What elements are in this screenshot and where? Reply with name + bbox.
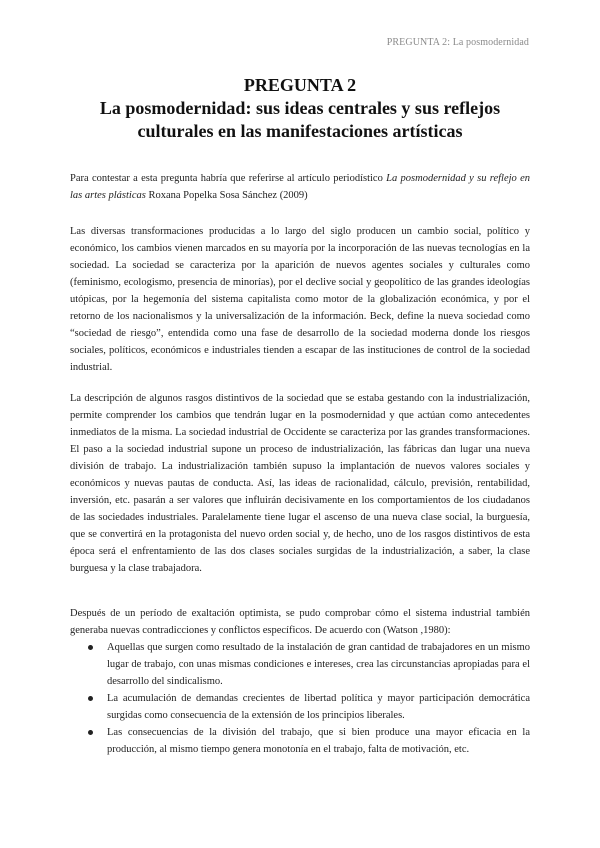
running-header: PREGUNTA 2: La posmodernidad [386, 37, 529, 48]
article-title: La posmodernidad y su reflejo en las artes plásticas [70, 173, 530, 201]
bullet-icon [88, 645, 93, 650]
bullet-list [70, 639, 530, 758]
list-item-text: Aquellas que surgen como resultado de la instalación de gran cantidad de trabajadores en un mismo lugar de trabajo, con unas mismas condiciones e intereses, crea las circunstancias apropiadas para el desarrollo del sindicalismo. [107, 642, 530, 687]
bullet-icon [88, 730, 93, 735]
paragraph-2-text: La descripción de algunos rasgos distintivos de la sociedad que se estaba gestando con la industrialización, permite comprender los cambios que tendrán lugar en la posmodernidad y que actúan como antecedentes inmediatos de la misma. La sociedad industrial de Occidente se caracteriza por las grandes transformaciones. El paso a la sociedad industrial supone un proceso de industrialización, las fábricas dan lugar una nueva división de trabajo. La industrialización también supuso la implantación de nuevos valores sociales y económicos y nuevas pautas de conducta. Así, las ideas de racionalidad, cálculo, previsión, rentabilidad, inversión, etc. pasarán a ser valores que influirán decisivamente en los comportamientos de los ciudadanos de las sociedades industriales. Paralelamente tiene lugar el ascenso de una nueva clase social, la burguesía, que se convertirá en la protagonista del nuevo orden social y, de hecho, uno de los rasgos distintivos de esta época será el enfrentamiento de las dos clases sociales surgidas de la industrialización, a saber, la clase burguesa y la clase trabajadora. [70, 393, 530, 574]
page-title: PREGUNTA 2 [243, 75, 357, 95]
list-item-text: Las consecuencias de la división del trabajo, que si bien produce una mayor eficacia en la producción, al mismo tiempo genera monotonía en el trabajo, falta de motivación, etc. [107, 727, 530, 755]
intro-paragraph [70, 170, 530, 204]
page-subtitle: La posmodernidad: sus ideas centrales y sus reflejos culturales en las manifestaciones artísticas [99, 98, 501, 141]
paragraph-1-text: Las diversas transformaciones producidas a lo largo del siglo producen un cambio social, político y económico, los cambios vienen marcados en su mayoría por la incorporación de las nuevas tecnologías en la sociedad. La sociedad se caracteriza por la aparición de nuevos agentes sociales y culturales como (feminismo, ecologismo, presencia de minorías), por el declive social y geopolítico de las grandes ideologías utópicas, por la hegemonía del sistema capitalista como motor de la globalización económica, y por el retorno de los nacionalismos y la universalización de la información. Beck, define la nueva sociedad como “sociedad de riesgo”, entendida como una fase de desarrollo de la sociedad moderna donde los riesgos sociales, políticos, económicos e industriales tienden a escapar de las instituciones de control de la sociedad industrial. [70, 226, 530, 373]
list-item-text: La acumulación de demandas crecientes de libertad política y mayor participación democrática surgidas como consecuencia de la extensión de los principios liberales. [107, 693, 530, 721]
intro-suffix: Roxana Popelka Sosa Sánchez (2009) [145, 190, 308, 201]
bullet-icon [88, 696, 93, 701]
list-item [70, 639, 530, 690]
intro-prefix: Para contestar a esta pregunta habría que referirse al artículo periodístico [70, 173, 387, 184]
paragraph-2 [70, 390, 530, 577]
title-block [70, 74, 530, 143]
list-item [70, 690, 530, 724]
paragraph-1 [70, 223, 530, 376]
paragraph-3-text: Después de un período de exaltación optimista, se pudo comprobar cómo el sistema industrial también generaba nuevas contradicciones y conflictos específicos. De acuerdo con (Watson ,1980): [70, 608, 530, 636]
list-item [70, 724, 530, 758]
paragraph-3 [70, 605, 530, 758]
